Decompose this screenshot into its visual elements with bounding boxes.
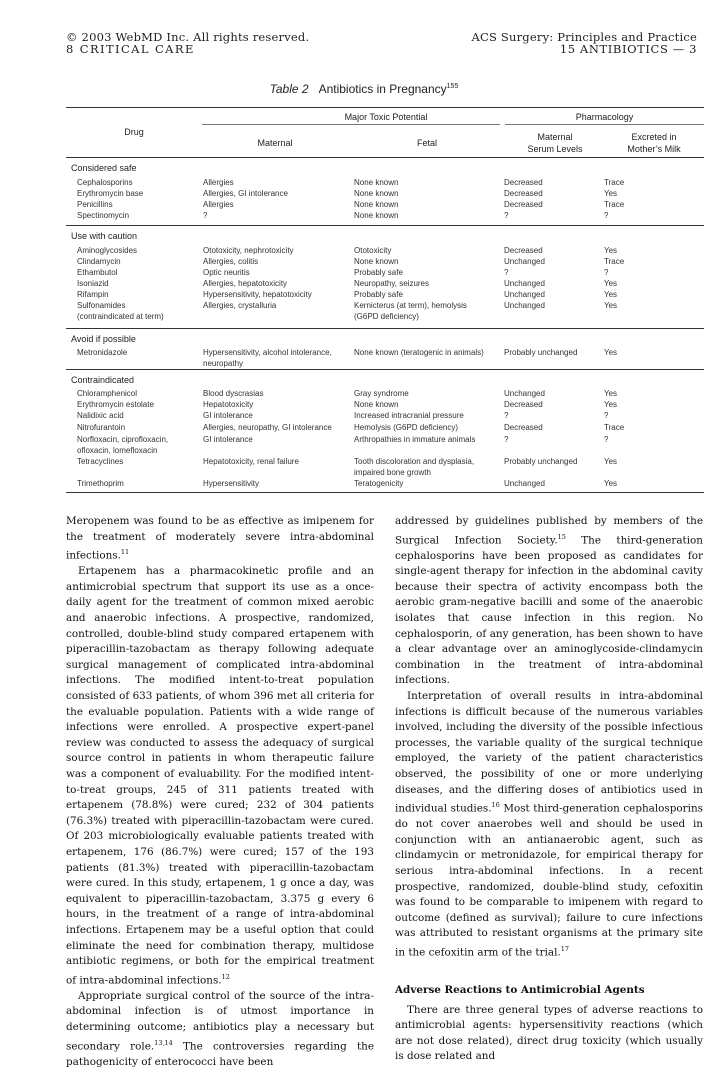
cell-maternal: Allergies, GI intolerance	[203, 189, 288, 198]
cell-maternal: ?	[203, 211, 208, 220]
chapter-title: 15 ANTIBIOTICS	[559, 42, 669, 56]
cell-serum: ?	[504, 211, 509, 220]
header-drug: Drug	[124, 127, 144, 137]
cell-drug: Isoniazid	[77, 279, 109, 288]
cell-drug: Rifampin	[77, 290, 109, 299]
group-separator	[66, 369, 704, 370]
citation: 13,14	[154, 1038, 173, 1047]
cell-milk: Yes	[604, 290, 618, 299]
cell-fetal: Tooth discoloration and dysplasia, impaired bone growth	[354, 457, 475, 477]
body-column-left	[66, 514, 374, 1070]
cell-fetal: None known	[354, 178, 399, 187]
cell-milk: Yes	[604, 279, 618, 288]
citation: 11	[120, 548, 130, 557]
table-top-rule	[66, 107, 704, 108]
cell-fetal: Kernicterus (at term), hemolysis (G6PD deficiency)	[354, 301, 467, 321]
cell-fetal: None known (teratogenic in animals)	[354, 348, 484, 357]
cell-drug: Ethambutol	[77, 268, 118, 277]
cell-fetal: None known	[354, 257, 399, 266]
cell-milk: Yes	[604, 400, 618, 409]
cell-serum: Decreased	[504, 423, 543, 432]
cell-milk: Yes	[604, 348, 618, 357]
group-title: Avoid if possible	[71, 334, 136, 344]
cell-serum: Probably unchanged	[504, 348, 578, 357]
cell-maternal: Allergies, colitis	[203, 257, 259, 266]
cell-milk: ?	[604, 411, 609, 420]
cell-maternal: Allergies	[203, 200, 234, 209]
cell-fetal: None known	[354, 400, 399, 409]
cell-drug: Clindamycin	[77, 257, 121, 266]
cell-serum: Unchanged	[504, 279, 545, 288]
paragraph: Interpretation of overall results in intra-abdominal infections is difficult because of the numerous variables involved, including the diversity of the possible infectious processes, the variable quality of the surgical technique employed, the variety of the patient characteristics observed, the possibility of one or more underlying diseases, and the differing doses of antibiotics used in individual studies.$^{16}$ Most third-generation cephalosporins do not cover anaerobes well and should be used in conjunction with an antianaerobic agent, such as clindamycin or metronidazole, for empirical therapy for serious intra-abdominal infections. In a recent prospective, randomized, double-blind study, cefoxitin was found to be comparable to imipenem with regard to outcome (defined as survival); failure to cure infections was attributed to resistant organisms at the primary site in the cefoxitin arm of the trial.$^{17}$	[395, 690, 703, 959]
header-excreted-in-milk: Excreted in Mother’s Milk	[627, 132, 681, 154]
cell-maternal: Allergies	[203, 178, 234, 187]
cell-milk: Trace	[604, 200, 625, 209]
cell-fetal: None known	[354, 200, 399, 209]
cell-serum: Decreased	[504, 178, 543, 187]
paragraph: There are three general types of adverse reactions to antimicrobial agents: hypersensitivity reactions (which are not dose related), direct drug toxicity (which usually is dose related and	[395, 1003, 703, 1063]
cell-milk: ?	[604, 435, 609, 444]
paragraph: addressed by guidelines published by members of the Surgical Infection Society.$^{15}$ The third-generation cephalosporins have been proposed as candidates for single-agent therapy for infection in the abdominal cavity because their spectra of activity encompass both the aerobic gram-negative bacilli and some of the anaerobic isolates that cause infection in this region. No cephalosporin, of any generation, has been shown to have a clear advantage over an aminoglycoside-clindamycin combination in the treatment of intra-abdominal infections.	[395, 515, 703, 687]
cell-fetal: Increased intracranial pressure	[354, 411, 464, 420]
cell-maternal: Ototoxicity, nephrotoxicity	[203, 246, 294, 255]
cell-maternal: Blood dyscrasias	[203, 389, 264, 398]
cell-serum: ?	[504, 411, 509, 420]
cell-milk: Trace	[604, 178, 625, 187]
header-maternal: Maternal	[257, 138, 293, 148]
cell-fetal: Hemolysis (G6PD deficiency)	[354, 423, 459, 432]
cell-serum: Decreased	[504, 189, 543, 198]
cell-serum: ?	[504, 268, 509, 277]
cell-serum: Probably unchanged	[504, 457, 578, 466]
cell-maternal: Optic neuritis	[203, 268, 250, 277]
header-fetal: Fetal	[416, 138, 437, 148]
header-pharmacology: Pharmacology	[575, 112, 634, 122]
cell-maternal: Allergies, neuropathy, GI intolerance	[203, 423, 332, 432]
cell-serum: Unchanged	[504, 301, 545, 310]
copyright-notice: © 2003 WebMD Inc. All rights reserved.	[66, 30, 310, 44]
citation: 17	[560, 944, 569, 953]
cell-milk: Yes	[604, 246, 618, 255]
header-bottom-rule	[66, 157, 704, 158]
cell-fetal: Neuropathy, seizures	[354, 279, 429, 288]
header-major-toxic-potential: Major Toxic Potential	[344, 112, 428, 122]
cell-milk: Trace	[604, 257, 625, 266]
cell-drug: Sulfonamides (contraindicated at term)	[77, 301, 164, 321]
cell-maternal: Hypersensitivity, hepatotoxicity	[203, 290, 312, 299]
table-title: Antibiotics in Pregnancy	[318, 82, 447, 96]
cell-drug: Trimethoprim	[77, 479, 124, 488]
cell-fetal: None known	[354, 211, 399, 220]
cell-fetal: Probably safe	[354, 268, 403, 277]
toxic-group-rule	[202, 124, 500, 125]
header-maternal-serum-levels: Maternal Serum Levels	[527, 132, 583, 154]
citation: 12	[221, 972, 230, 981]
cell-milk: ?	[604, 211, 609, 220]
cell-milk: Yes	[604, 479, 618, 488]
cell-drug: Aminoglycosides	[77, 246, 138, 255]
table-reference: 155	[446, 83, 459, 90]
book-title: ACS Surgery: Principles and Practice	[471, 30, 697, 44]
cell-fetal: Teratogenicity	[354, 479, 404, 488]
table-label: Table 2	[269, 82, 309, 96]
cell-serum: Unchanged	[504, 290, 545, 299]
cell-fetal: Probably safe	[354, 290, 403, 299]
cell-maternal: Hepatotoxicity	[203, 400, 254, 409]
cell-drug: Spectinomycin	[77, 211, 130, 220]
cell-fetal: Ototoxicity	[354, 246, 392, 255]
pharm-group-rule	[505, 124, 704, 125]
cell-maternal: Allergies, hepatotoxicity	[203, 279, 288, 288]
cell-drug: Chloramphenicol	[77, 389, 138, 398]
page-separator: —	[672, 42, 685, 56]
cell-drug: Norfloxacin, ciprofloxacin, ofloxacin, lomefloxacin	[77, 435, 169, 455]
cell-milk: Yes	[604, 189, 618, 198]
cell-fetal: Gray syndrome	[354, 389, 409, 398]
cell-drug: Nitrofurantoin	[77, 423, 126, 432]
cell-milk: ?	[604, 268, 609, 277]
cell-milk: Yes	[604, 301, 618, 310]
cell-serum: Decreased	[504, 400, 543, 409]
group-title: Contraindicated	[71, 375, 135, 385]
cell-serum: Decreased	[504, 200, 543, 209]
cell-drug: Cephalosporins	[77, 178, 133, 187]
table-bottom-rule	[66, 492, 704, 493]
cell-maternal: Hypersensitivity, alcohol intolerance, neuropathy	[203, 348, 332, 368]
group-separator	[66, 225, 704, 226]
cell-drug: Erythromycin estolate	[77, 400, 154, 409]
group-title: Use with caution	[71, 231, 138, 241]
cell-serum: Unchanged	[504, 389, 545, 398]
chapter-and-page	[560, 42, 697, 56]
table-caption	[0, 82, 728, 96]
paragraph: Meropenem was found to be as effective as imipenem for the treatment of moderately severe intra-abdominal infections.$^{11}$	[66, 515, 374, 562]
cell-drug: Metronidazole	[77, 348, 128, 357]
cell-maternal: GI intolerance	[203, 411, 253, 420]
cell-maternal: GI intolerance	[203, 435, 253, 444]
section-name: 8 CRITICAL CARE	[66, 42, 195, 56]
cell-fetal: None known	[354, 189, 399, 198]
cell-milk: Yes	[604, 389, 618, 398]
cell-drug: Penicillins	[77, 200, 113, 209]
cell-milk: Trace	[604, 423, 625, 432]
cell-serum: Unchanged	[504, 479, 545, 488]
section-subheading: Adverse Reactions to Antimicrobial Agents	[395, 984, 645, 997]
cell-maternal: Hypersensitivity	[203, 479, 260, 488]
cell-fetal: Arthropathies in immature animals	[354, 435, 476, 444]
cell-drug: Tetracyclines	[77, 457, 124, 466]
cell-maternal: Allergies, crystalluria	[203, 301, 277, 310]
cell-drug: Erythromycin base	[77, 189, 144, 198]
cell-serum: ?	[504, 435, 509, 444]
cell-serum: Decreased	[504, 246, 543, 255]
cell-serum: Unchanged	[504, 257, 545, 266]
citation: 15	[557, 532, 566, 541]
cell-milk: Yes	[604, 457, 618, 466]
paragraph: Ertapenem has a pharmacokinetic profile and an antimicrobial spectrum that support its use as a once-daily agent for the treatment of common mixed aerobic and anaerobic infections. A prospective, randomized, controlled, double-blind study compared ertapenem with piperacillin-tazobactam as therapy following adequate surgical management of complicated intra-abdominal infections. The modified intent-to-treat population consisted of 633 patients, of whom 396 met all criteria for the evaluable population. Patients with a wide range of infections were enrolled. A prospective expert-panel review was conducted to assess the adequacy of surgical source control in patients in whom therapeutic failure was a component of evaluability. For the modified intent-to-treat groups, 245 of 311 patients treated with ertapenem (78.8%) were cured; 232 of 304 patients (76.3%) treated with piperacillin-tazobactam were cured. Of 203 microbiologically evaluable patients treated with ertapenem, 176 (86.7%) were cured; 157 of the 193 patients (81.3%) treated with piperacillin-tazobactam were cured. In this study, ertapenem, 1 g once a day, was equivalent to piperacillin-tazobactam, 3.375 g every 6 hours, in the treatment of a range of intra-abdominal infections. Ertapenem may be a useful option that could eliminate the need for combination therapy, multidose antibiotic regimens, or both for the empirical treatment of intra-abdominal infections.$^{12}$	[66, 565, 374, 987]
cell-drug: Nalidixic acid	[77, 411, 124, 420]
group-title: Considered safe	[71, 163, 137, 173]
body-column-right	[395, 514, 703, 1065]
cell-maternal: Hepatotoxicity, renal failure	[203, 457, 299, 466]
group-separator	[66, 328, 704, 329]
paragraph: Appropriate surgical control of the source of the intra-abdominal infection is of utmost importance in determining outcome; antibiotics play a necessary but secondary role.$^{13,14}$ The controversies regarding the pathogenicity of enterococci have been	[66, 989, 374, 1068]
citation: 16	[491, 801, 500, 810]
page-number: 3	[689, 42, 697, 56]
